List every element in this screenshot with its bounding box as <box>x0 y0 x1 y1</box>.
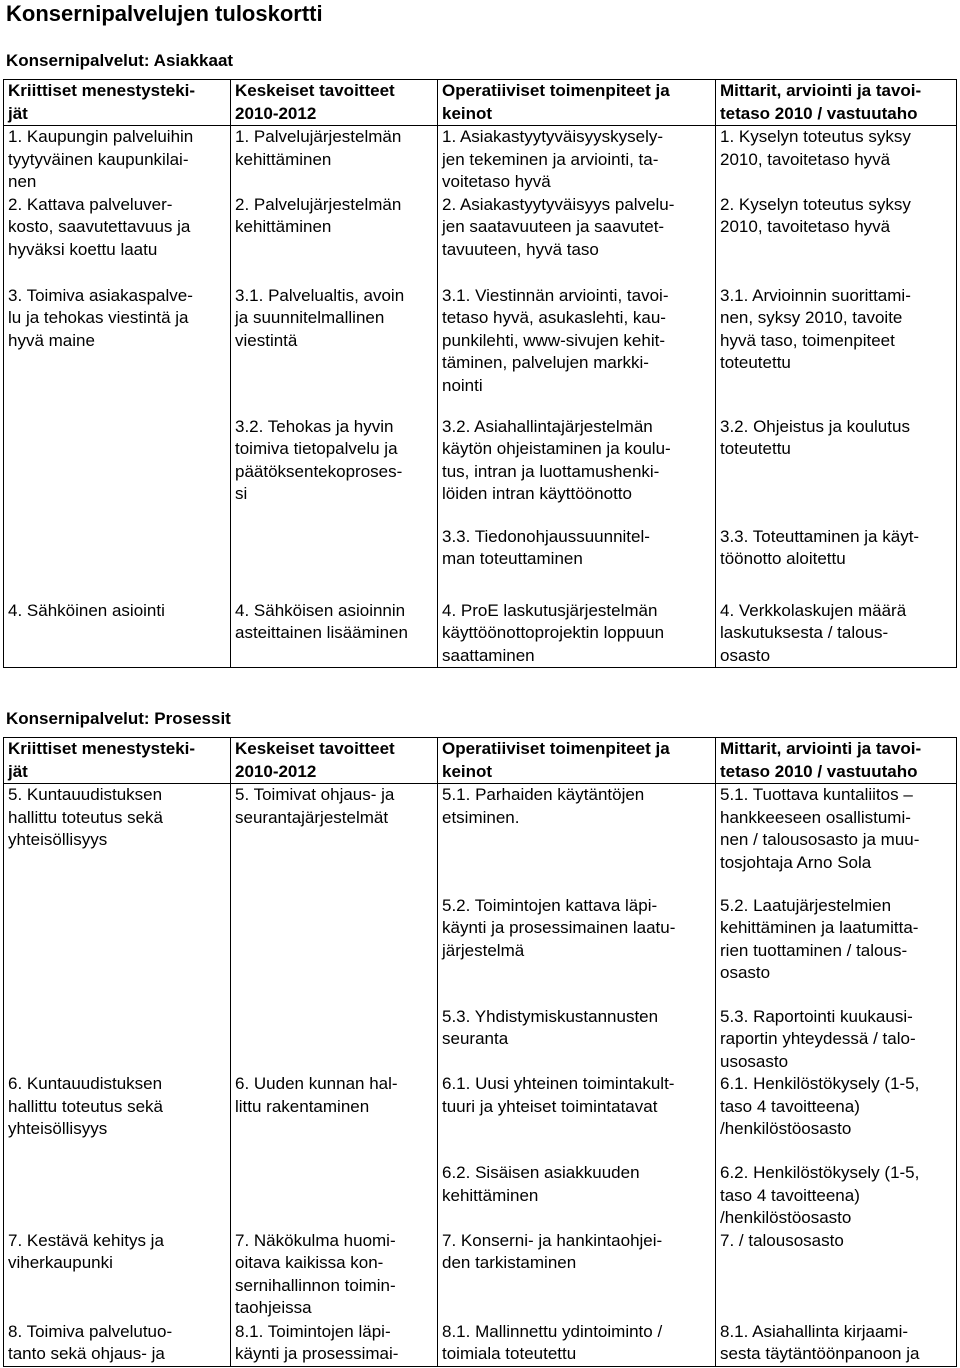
table-row <box>4 1321 957 1367</box>
cell-measure: 2. Asiakastyytyväisyys palvelu- jen saatavuuteen ja saavutet- tavuuteen, hyvä taso <box>438 194 716 285</box>
cell-metric: 6.2. Henkilöstökysely (1-5, taso 4 tavoitteena) /henkilöstöosasto <box>716 1162 957 1230</box>
cell-goal: 6. Uuden kunnan hal- littu rakentaminen <box>231 1073 438 1162</box>
cell-factor: 1. Kaupungin palveluihin tyytyväinen kaupunkilai- nen <box>4 126 231 194</box>
cell-goal: 3.1. Palvelualtis, avoin ja suunnitelmallinen viestintä <box>231 285 438 416</box>
cell-goal <box>231 526 438 600</box>
cell-factor: 8. Toimiva palvelutuo- tanto sekä ohjaus- ja <box>4 1321 231 1367</box>
cell-goal: 7. Näkökulma huomi- oitava kaikissa kon- sernihallinnon toimin- taohjeissa <box>231 1230 438 1321</box>
cell-metric: 5.3. Raportointi kuukausi- raportin yhteydessä / talo- usosasto <box>716 1006 957 1074</box>
table-asiakkaat <box>3 79 957 668</box>
header-key-goals: Keskeiset tavoitteet 2010-2012 <box>231 80 438 126</box>
cell-metric: 3.1. Arvioinnin suorittami- nen, syksy 2010, tavoite hyvä taso, toimenpiteet toteutettu <box>716 285 957 416</box>
cell-goal: 2. Palvelujärjestelmän kehittäminen <box>231 194 438 285</box>
cell-measure: 3.2. Asiahallintajärjestelmän käytön ohjeistaminen ja koulu- tus, intran ja luottamushenki- löiden intran käyttöönotto <box>438 416 716 526</box>
cell-metric: 8.1. Asiahallinta kirjaami- sesta täytäntöönpanoon ja <box>716 1321 957 1367</box>
cell-factor <box>4 895 231 1006</box>
header-critical-factors: Kriittiset menestysteki- jät <box>4 80 231 126</box>
page-title: Konsernipalvelujen tuloskortti <box>6 1 323 26</box>
cell-goal <box>231 1162 438 1230</box>
cell-factor: 6. Kuntauudistuksen hallittu toteutus sekä yhteisöllisyys <box>4 1073 231 1162</box>
cell-factor: 4. Sähköinen asiointi <box>4 600 231 668</box>
cell-goal: 4. Sähköisen asioinnin asteittainen lisääminen <box>231 600 438 668</box>
cell-measure: 6.2. Sisäisen asiakkuuden kehittäminen <box>438 1162 716 1230</box>
table-row <box>4 285 957 416</box>
table-row <box>4 416 957 526</box>
table-row <box>4 784 957 895</box>
header-key-goals: Keskeiset tavoitteet 2010-2012 <box>231 738 438 784</box>
table-row <box>4 600 957 668</box>
header-critical-factors: Kriittiset menestysteki- jät <box>4 738 231 784</box>
cell-factor: 7. Kestävä kehitys ja viherkaupunki <box>4 1230 231 1321</box>
cell-measure: 3.3. Tiedonohjaussuunnitel- man toteuttaminen <box>438 526 716 600</box>
cell-metric: 5.1. Tuottava kuntaliitos – hankkeeseen osallistumi- nen / talousosasto ja muu- tosjohtaja Arno Sola <box>716 784 957 895</box>
cell-factor <box>4 416 231 526</box>
cell-goal: 5. Toimivat ohjaus- ja seurantajärjestelmät <box>231 784 438 895</box>
cell-goal <box>231 895 438 1006</box>
cell-metric: 5.2. Laatujärjestelmien kehittäminen ja laatumitta- rien tuottaminen / talous- osasto <box>716 895 957 1006</box>
cell-measure: 5.1. Parhaiden käytäntöjen etsiminen. <box>438 784 716 895</box>
cell-metric: 4. Verkkolaskujen määrä laskutuksesta / talous- osasto <box>716 600 957 668</box>
header-row <box>4 738 957 784</box>
cell-metric: 1. Kyselyn toteutus syksy 2010, tavoitetaso hyvä <box>716 126 957 194</box>
cell-measure: 5.3. Yhdistymiskustannusten seuranta <box>438 1006 716 1074</box>
section-title-asiakkaat: Konsernipalvelut: Asiakkaat <box>6 51 234 70</box>
cell-measure: 4. ProE laskutusjärjestelmän käyttöönottoprojektin loppuun saattaminen <box>438 600 716 668</box>
table-row <box>4 1162 957 1230</box>
cell-metric: 6.1. Henkilöstökysely (1-5, taso 4 tavoitteena) /henkilöstöosasto <box>716 1073 957 1162</box>
cell-measure: 6.1. Uusi yhteinen toimintakult- tuuri ja yhteiset toimintatavat <box>438 1073 716 1162</box>
cell-measure: 5.2. Toimintojen kattava läpi- käynti ja prosessimainen laatu- järjestelmä <box>438 895 716 1006</box>
cell-factor: 3. Toimiva asiakaspalve- lu ja tehokas viestintä ja hyvä maine <box>4 285 231 416</box>
header-metrics: Mittarit, arviointi ja tavoi- tetaso 2010 / vastuutaho <box>716 80 957 126</box>
cell-metric: 2. Kyselyn toteutus syksy 2010, tavoitetaso hyvä <box>716 194 957 285</box>
cell-factor <box>4 1006 231 1074</box>
table-row <box>4 1006 957 1074</box>
cell-goal <box>231 1006 438 1074</box>
cell-measure: 7. Konserni- ja hankintaohjei- den tarkistaminen <box>438 1230 716 1321</box>
table-prosessit <box>3 737 957 1367</box>
table-row <box>4 126 957 194</box>
table-row <box>4 526 957 600</box>
cell-metric: 3.2. Ohjeistus ja koulutus toteutettu <box>716 416 957 526</box>
cell-factor <box>4 526 231 600</box>
table-row <box>4 1073 957 1162</box>
cell-measure: 1. Asiakastyytyväisyyskysely- jen tekeminen ja arviointi, ta- voitetaso hyvä <box>438 126 716 194</box>
header-metrics: Mittarit, arviointi ja tavoi- tetaso 2010 / vastuutaho <box>716 738 957 784</box>
table-row <box>4 1230 957 1321</box>
cell-factor: 2. Kattava palveluver- kosto, saavutettavuus ja hyväksi koettu laatu <box>4 194 231 285</box>
cell-goal: 1. Palvelujärjestelmän kehittäminen <box>231 126 438 194</box>
cell-measure: 3.1. Viestinnän arviointi, tavoi- tetaso hyvä, asukaslehti, kau- punkilehti, www-sivujen kehit- täminen, palvelujen markki- nointi <box>438 285 716 416</box>
cell-goal: 3.2. Tehokas ja hyvin toimiva tietopalvelu ja päätöksentekoproses- si <box>231 416 438 526</box>
cell-goal: 8.1. Toimintojen läpi- käynti ja prosessimai- <box>231 1321 438 1367</box>
table-row <box>4 194 957 285</box>
cell-factor <box>4 1162 231 1230</box>
header-operative-measures: Operatiiviset toimenpiteet ja keinot <box>438 738 716 784</box>
cell-measure: 8.1. Mallinnettu ydintoiminto / toimiala toteutettu <box>438 1321 716 1367</box>
cell-factor: 5. Kuntauudistuksen hallittu toteutus sekä yhteisöllisyys <box>4 784 231 895</box>
section-title-prosessit: Konsernipalvelut: Prosessit <box>6 709 231 728</box>
cell-metric: 3.3. Toteuttaminen ja käyt- töönotto aloitettu <box>716 526 957 600</box>
table-row <box>4 895 957 1006</box>
header-row <box>4 80 957 126</box>
cell-metric: 7. / talousosasto <box>716 1230 957 1321</box>
header-operative-measures: Operatiiviset toimenpiteet ja keinot <box>438 80 716 126</box>
